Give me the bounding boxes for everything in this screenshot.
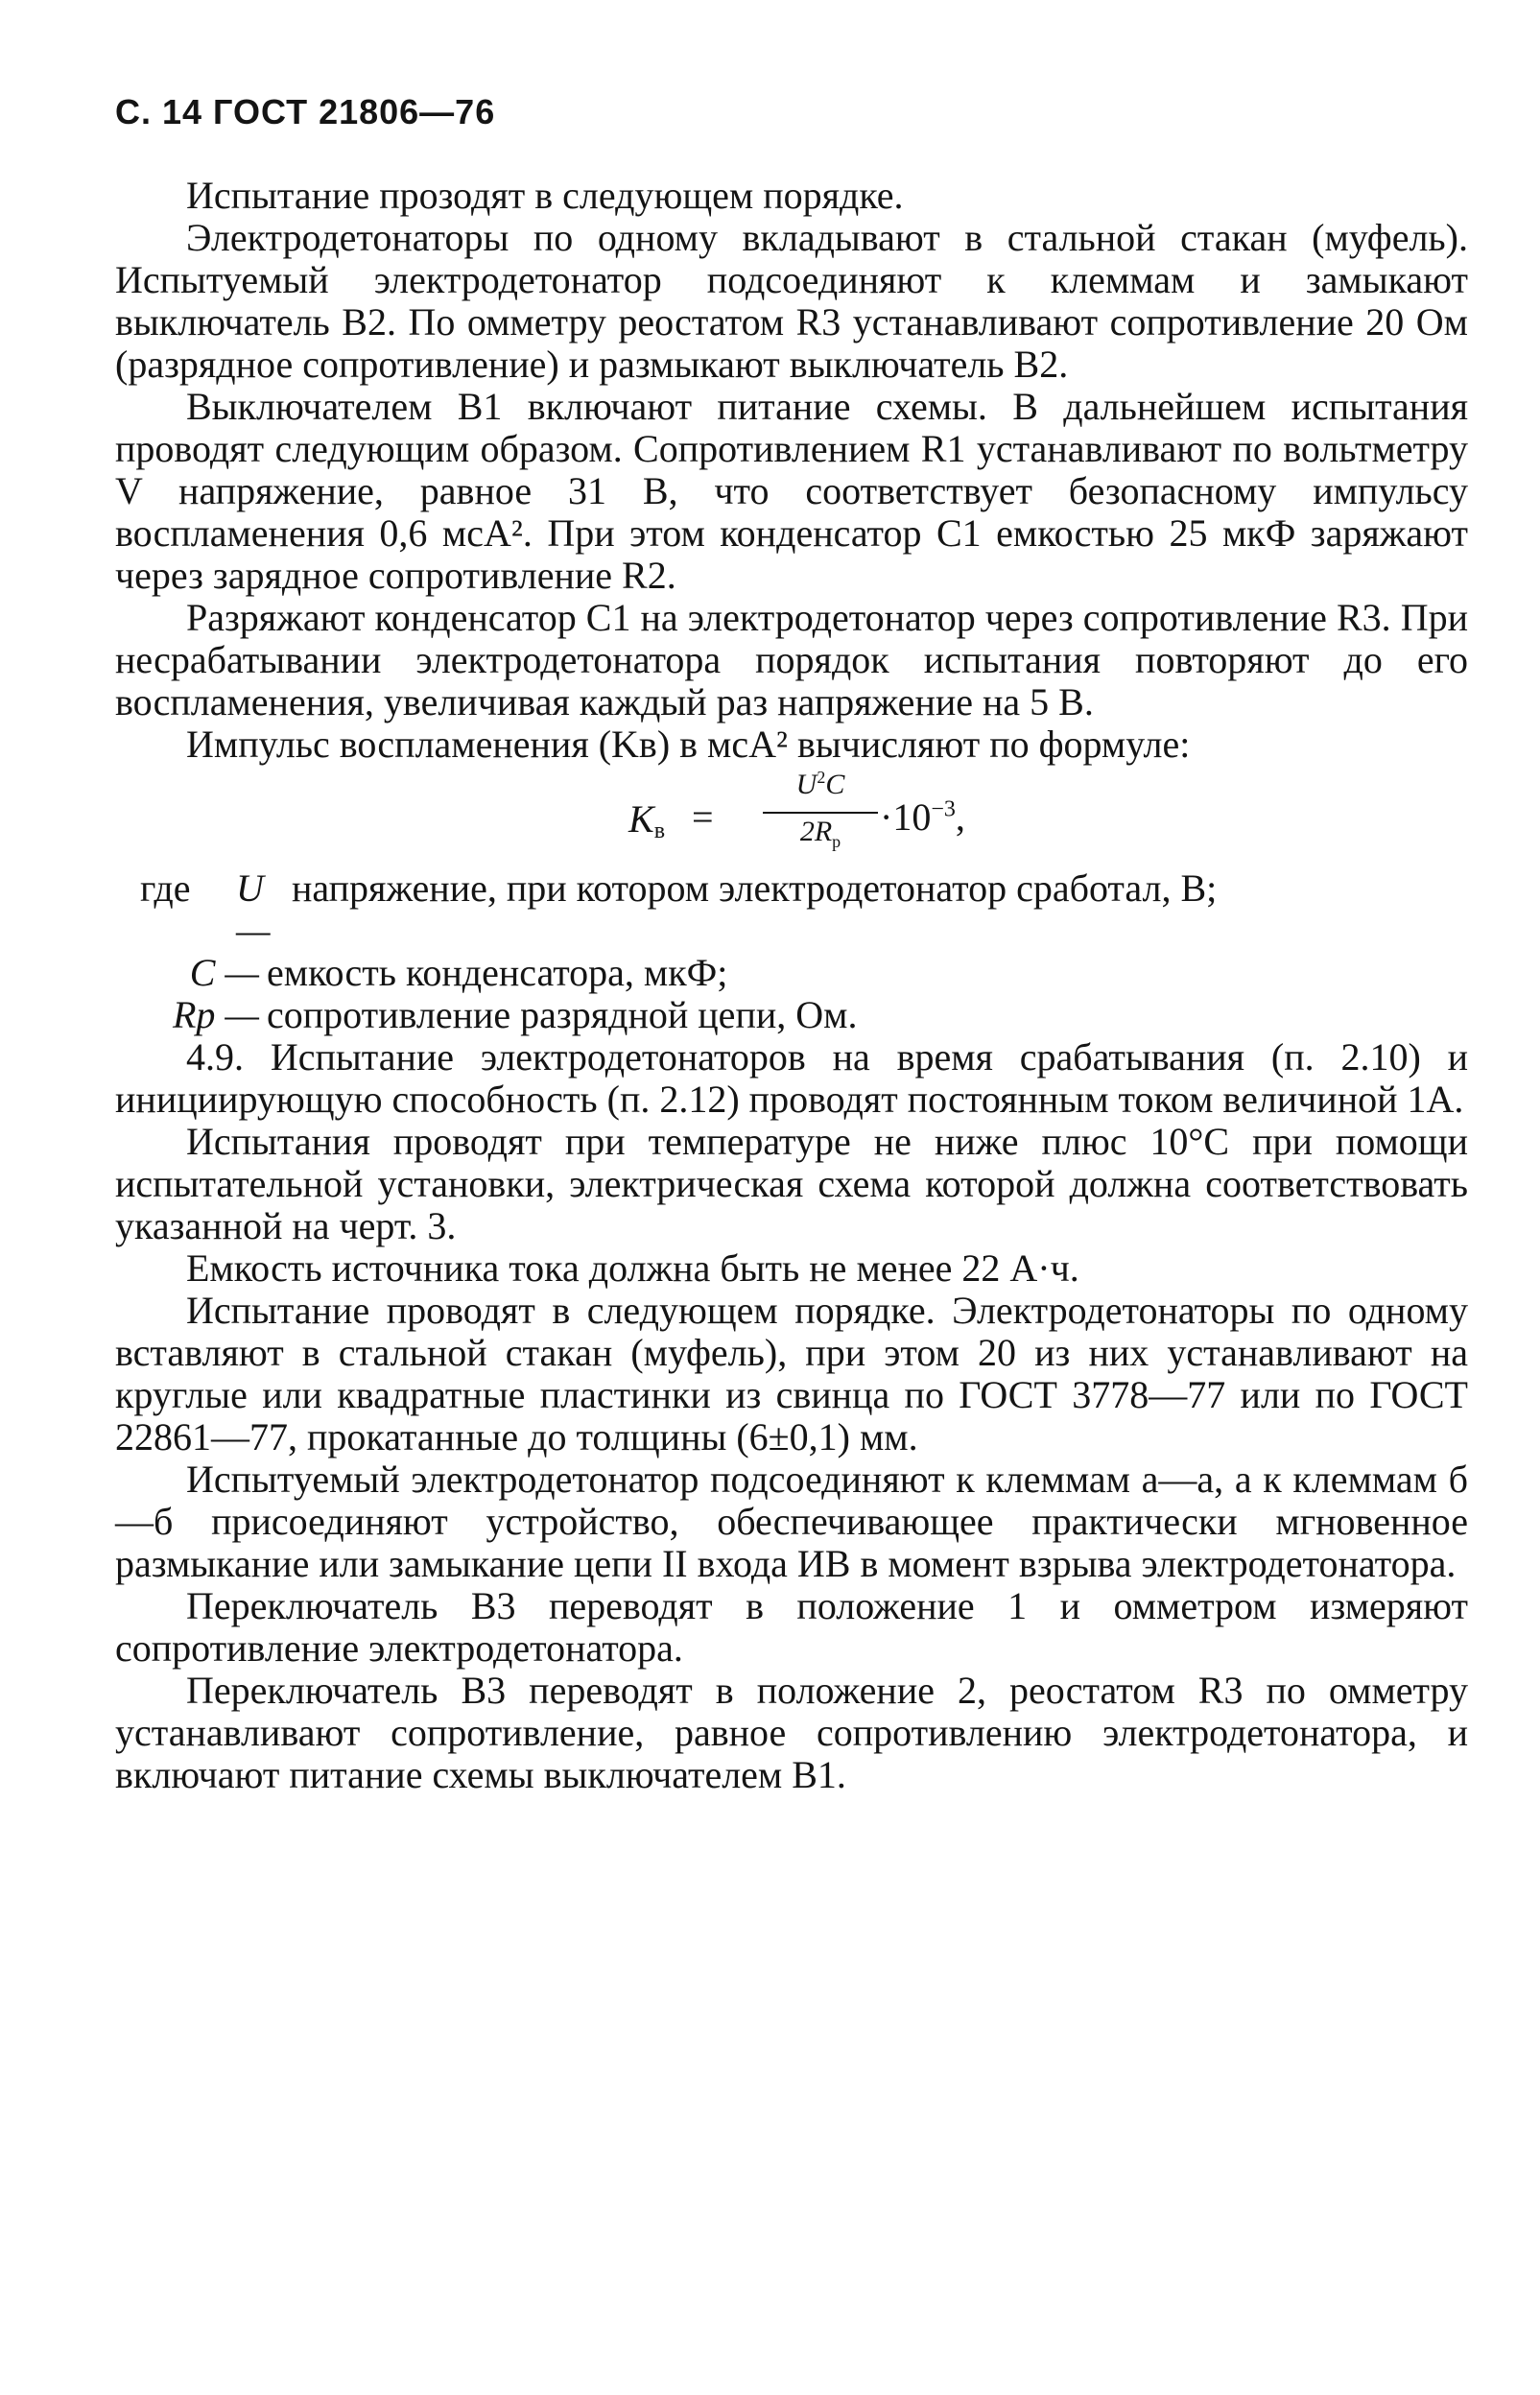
- formula-multiplier: [880, 794, 965, 840]
- formula-tail-sup: −3: [931, 796, 956, 822]
- formula-block: [115, 768, 1468, 867]
- variable-definitions: [115, 867, 1468, 1036]
- body-top: [115, 175, 1468, 766]
- definition-row: [115, 952, 1468, 994]
- formula-num-var2: C: [825, 769, 845, 800]
- paragraph: Испытание прозодят в следующем порядке.: [186, 174, 904, 217]
- body-bottom: [115, 1036, 1468, 1796]
- definition-row: [115, 867, 1468, 952]
- paragraph: Переключатель B3 переводят в положение 2, реостатом R3 по омметру устанавливают сопротивление, равное сопротивлению электродетонатора, и включают питание схемы выключателем B1.: [115, 1669, 1468, 1796]
- document-page: [115, 92, 1468, 1796]
- formula-tail-end: ,: [955, 795, 965, 839]
- formula: [628, 768, 1204, 867]
- paragraph: Емкость источника тока должна быть не менее 22 А·ч.: [186, 1246, 1079, 1290]
- where-lead: где: [140, 866, 191, 910]
- paragraph: Выключателем B1 включают питание схемы. В дальнейшем испытания проводят следующим образом. Сопротивлением R1 устанавливают по вольтметру V напряжение, равное 31 В, что соответствует безопасному импульсу воспламенения 0,6 мсА². При этом конденсатор C1 емкостью 25 мкФ заряжают через зарядное сопротивление R2.: [115, 385, 1468, 597]
- formula-numerator: [768, 768, 873, 801]
- definition-symbol: U —: [236, 866, 271, 952]
- definition-symbol: C —: [189, 951, 259, 994]
- definition-symbol: Rр —: [173, 993, 259, 1036]
- formula-den-sub: р: [832, 832, 841, 851]
- paragraph: 4.9. Испытание электродетонаторов на время срабатывания (п. 2.10) и инициирующую способность (п. 2.12) проводят постоянным током величиной 1А.: [115, 1035, 1468, 1121]
- definition-text: напряжение, при котором электродетонатор сработал, В;: [292, 866, 1218, 910]
- formula-tail: ·10: [880, 795, 932, 839]
- formula-num-sup: 2: [817, 768, 826, 787]
- paragraph: Импульс воспламенения (Kв) в мсА² вычисляют по формуле:: [186, 723, 1191, 766]
- paragraph: Разряжают конденсатор C1 на электродетонатор через сопротивление R3. При несрабатывании электродетонатора порядок испытания повторяют до его воспламенения, увеличивая каждый раз напряжение на 5 В.: [115, 596, 1468, 723]
- formula-equals: =: [692, 795, 714, 839]
- formula-lhs: [628, 796, 665, 844]
- formula-num-var: U: [795, 769, 817, 800]
- definition-text: емкость конденсатора, мкФ;: [267, 951, 728, 994]
- page-header: С. 14 ГОСТ 21806—76: [115, 92, 496, 131]
- paragraph: Электродетонаторы по одному вкладывают в стальной стакан (муфель). Испытуемый электродетонатор подсоединяют к клеммам и замыкают выключатель B2. По омметру реостатом R3 устанавливают сопротивление 20 Ом (разрядное сопротивление) и размыкают выключатель B2.: [115, 216, 1468, 386]
- definition-row: [115, 994, 1468, 1036]
- formula-denominator: [768, 816, 873, 852]
- paragraph: Переключатель B3 переводят в положение 1 и омметром измеряют сопротивление электродетонатора.: [115, 1584, 1468, 1670]
- paragraph: Испытание проводят в следующем порядке. Электродетонаторы по одному вставляют в стальной стакан (муфель), при этом 20 из них устанавливают на круглые или квадратные пластинки из свинца по ГОСТ 3778—77 или по ГОСТ 22861—77, прокатанные до толщины (6±0,1) мм.: [115, 1289, 1468, 1458]
- paragraph: Испытания проводят при температуре не ниже плюс 10°С при помощи испытательной установки, электрическая схема которой должна соответствовать указанной на черт. 3.: [115, 1120, 1468, 1247]
- formula-lhs-var: K: [628, 797, 654, 841]
- definition-text: сопротивление разрядной цепи, Ом.: [267, 993, 858, 1036]
- formula-lhs-sub: в: [653, 818, 666, 843]
- paragraph: Испытуемый электродетонатор подсоединяют к клеммам a—a, а к клеммам б—б присоединяют устройство, обеспечивающее практически мгновенное размыкание или замыкание цепи II входа ИВ в момент взрыва электродетонатора.: [115, 1458, 1468, 1585]
- fraction-bar: [763, 812, 878, 814]
- formula-den-var: 2R: [799, 816, 833, 847]
